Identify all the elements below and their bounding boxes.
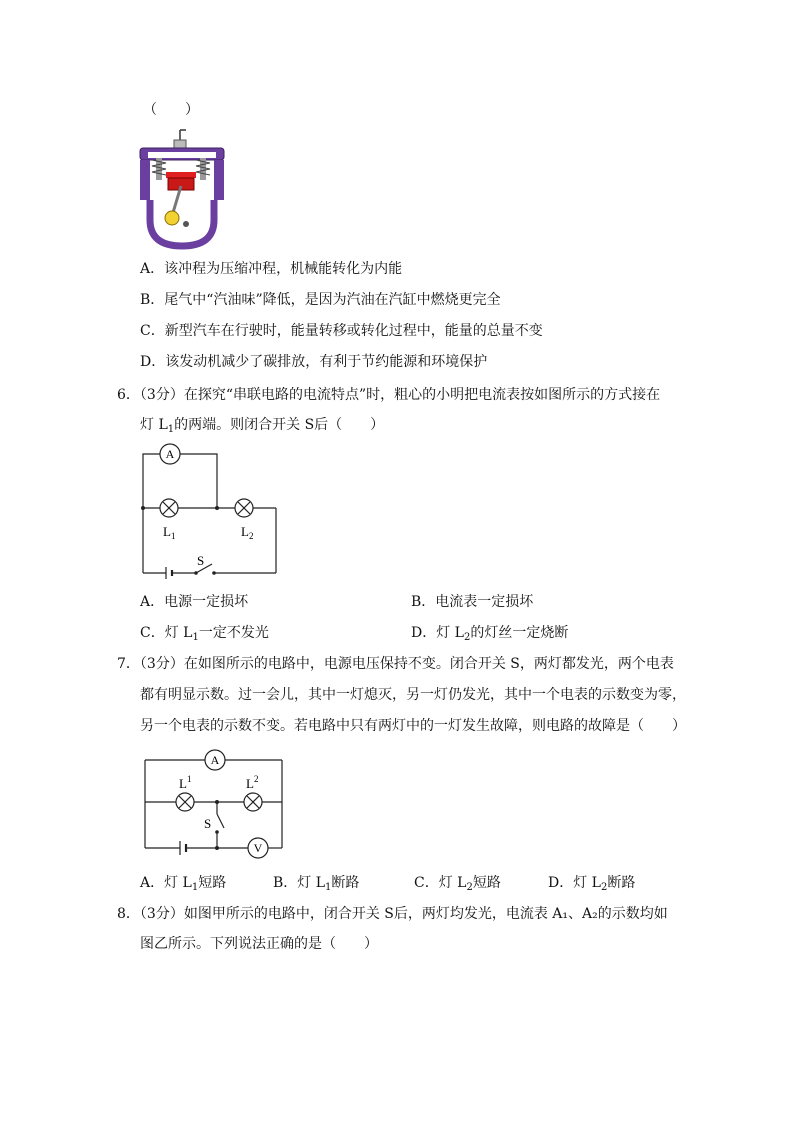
q6-stem-line2: 灯 $L_1$的两端。则闭合开关 S后（ ）: [140, 417, 385, 435]
switch-label: S: [197, 553, 205, 568]
q6-circuit-diagram: [136, 442, 284, 584]
junction-dot: [215, 506, 219, 510]
ammeter-label: A: [210, 753, 220, 767]
lamp1-label: $L^1$: [179, 774, 192, 791]
q7-option-d: D．灯 $L_2$断路: [548, 875, 636, 893]
q5-option-a: A．该冲程为压缩冲程，机械能转化为内能: [140, 261, 403, 277]
q6-option-d: D．灯 $L_2$的灯丝一定烧断: [411, 625, 569, 643]
q7-option-b: B．灯 $L_1$断路: [273, 875, 360, 893]
lamp2-label: $L^2$: [246, 774, 259, 791]
q6-stem-line1: 6．（3分）在探究“串联电路的电流特点”时，粗心的小明把电流表按如图所示的方式接在: [117, 387, 661, 403]
q7-circuit-diagram: [140, 746, 288, 862]
q5-answer-bracket: （ ）: [143, 102, 199, 118]
junction-dot: [141, 506, 145, 510]
q5-option-c: C．新型汽车在行驶时，能量转移或转化过程中，能量的总量不变: [140, 323, 543, 339]
q5-option-b: B．尾气中“汽油味”降低，是因为汽油在汽缸中燃烧更完全: [140, 292, 501, 308]
q7-stem-line2: 都有明显示数。过一会儿，其中一灯熄灭，另一灯仍发光，其中一个电表的示数变为零，: [140, 687, 686, 703]
q6-option-c: C．灯 $L_1$一定不发光: [140, 625, 269, 643]
q7-option-a: A．灯 $L_1$短路: [140, 875, 227, 893]
q5-option-d: D．该发动机减少了碳排放，有利于节约能源和环境保护: [140, 354, 488, 370]
q6-option-a: A．电源一定损坏: [140, 594, 249, 610]
lamp1-label: $L_1$: [163, 524, 176, 541]
q7-option-c: C．灯 $L_2$短路: [414, 875, 501, 893]
switch-label: S: [204, 816, 212, 831]
q7-stem-line3: 另一个电表的示数不变。若电路中只有两灯中的一灯发生故障，则电路的故障是（ ）: [140, 718, 686, 734]
ammeter-label: A: [165, 447, 175, 461]
junction-dot: [215, 846, 219, 850]
q6-option-b: B．电流表一定损坏: [411, 594, 534, 610]
junction-dot: [215, 800, 219, 804]
q8-stem-line2: 图乙所示。下列说法正确的是（ ）: [140, 936, 378, 952]
voltmeter-label: V: [253, 841, 263, 855]
lamp2-label: $L_2$: [241, 524, 254, 541]
q7-stem-line1: 7．（3分）在如图所示的电路中，电源电压保持不变。闭合开关 S，两灯都发光，两个电表: [117, 656, 674, 672]
engine-cylinder-figure: [136, 128, 230, 250]
q8-stem-line1: 8．（3分）如图甲所示的电路中，闭合开关 S后，两灯均发光，电流表 A₁、A₂的示数均如: [117, 906, 668, 922]
